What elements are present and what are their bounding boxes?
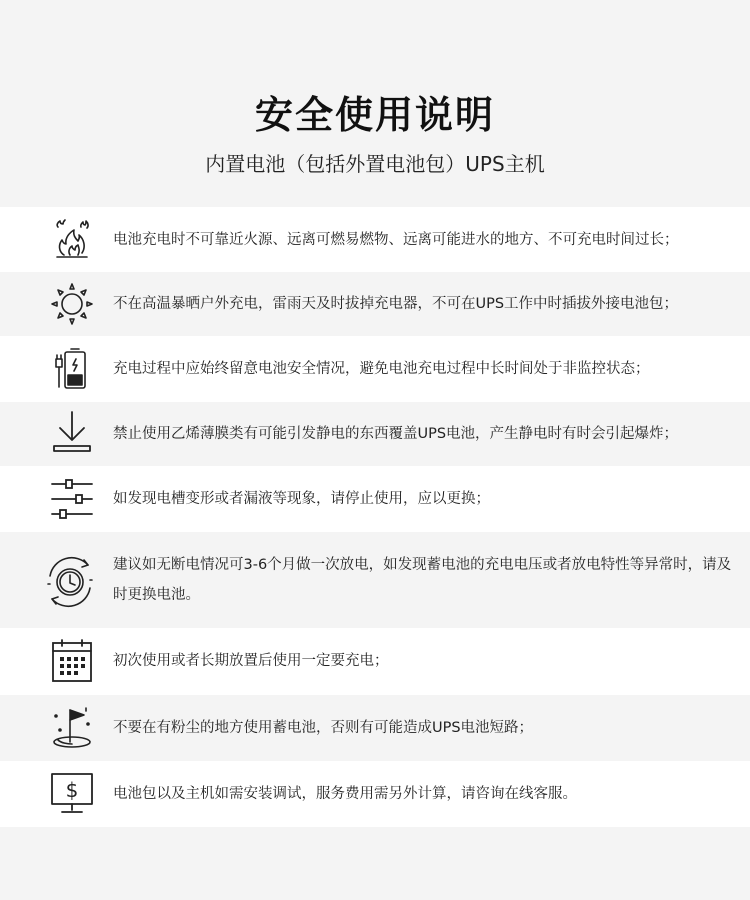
item-text: 建议如无断电情况可3-6个月做一次放电，如发现蓄电池的充电电压或者放电特性等异常时，请及时更换电池。 — [113, 557, 732, 603]
item-text: 禁止使用乙烯薄膜类有可能引发静电的东西覆盖UPS电池，产生静电时有时会引起爆炸； — [113, 426, 679, 442]
sliders-icon — [48, 475, 96, 523]
page-title: 安全使用说明 — [254, 93, 495, 137]
item-text: 不要在有粉尘的地方使用蓄电池，否则有可能造成UPS电池短路； — [113, 720, 534, 736]
instruction-list — [0, 207, 750, 827]
item-text: 初次使用或者长期放置后使用一定要充电； — [113, 653, 389, 669]
page-subtitle: 内置电池（包括外置电池包）UPS主机 — [205, 152, 545, 176]
list-item — [0, 628, 750, 695]
list-item — [0, 466, 750, 532]
flag-icon — [48, 704, 96, 752]
list-item — [0, 272, 750, 336]
fire-icon — [48, 215, 96, 263]
download-icon — [48, 408, 96, 456]
item-text: 电池包以及主机如需安装调试，服务费用需另外计算，请咨询在线客服。 — [113, 786, 577, 802]
svg-text:$: $ — [65, 778, 79, 802]
item-text: 不在高温暴晒户外充电，雷雨天及时拔掉充电器，不可在UPS工作中时插拔外接电池包； — [113, 296, 679, 312]
dollar-monitor-icon — [48, 770, 96, 818]
list-item — [0, 336, 750, 402]
item-text: 如发现电槽变形或者漏液等现象，请停止使用，应以更换； — [113, 491, 490, 507]
list-item — [0, 761, 750, 827]
item-text: 电池充电时不可靠近火源、远离可燃易燃物、远离可能进水的地方、不可充电时间过长； — [113, 232, 679, 248]
list-item — [0, 207, 750, 272]
calendar-icon — [48, 637, 96, 685]
sun-icon — [48, 280, 96, 328]
header — [0, 0, 750, 207]
list-item — [0, 695, 750, 761]
battery-charging-icon — [48, 345, 96, 393]
item-text: 充电过程中应始终留意电池安全情况，避免电池充电过程中长时间处于非监控状态； — [113, 361, 650, 377]
list-item — [0, 402, 750, 466]
list-item — [0, 532, 750, 628]
clock-cycle-icon — [40, 552, 100, 612]
